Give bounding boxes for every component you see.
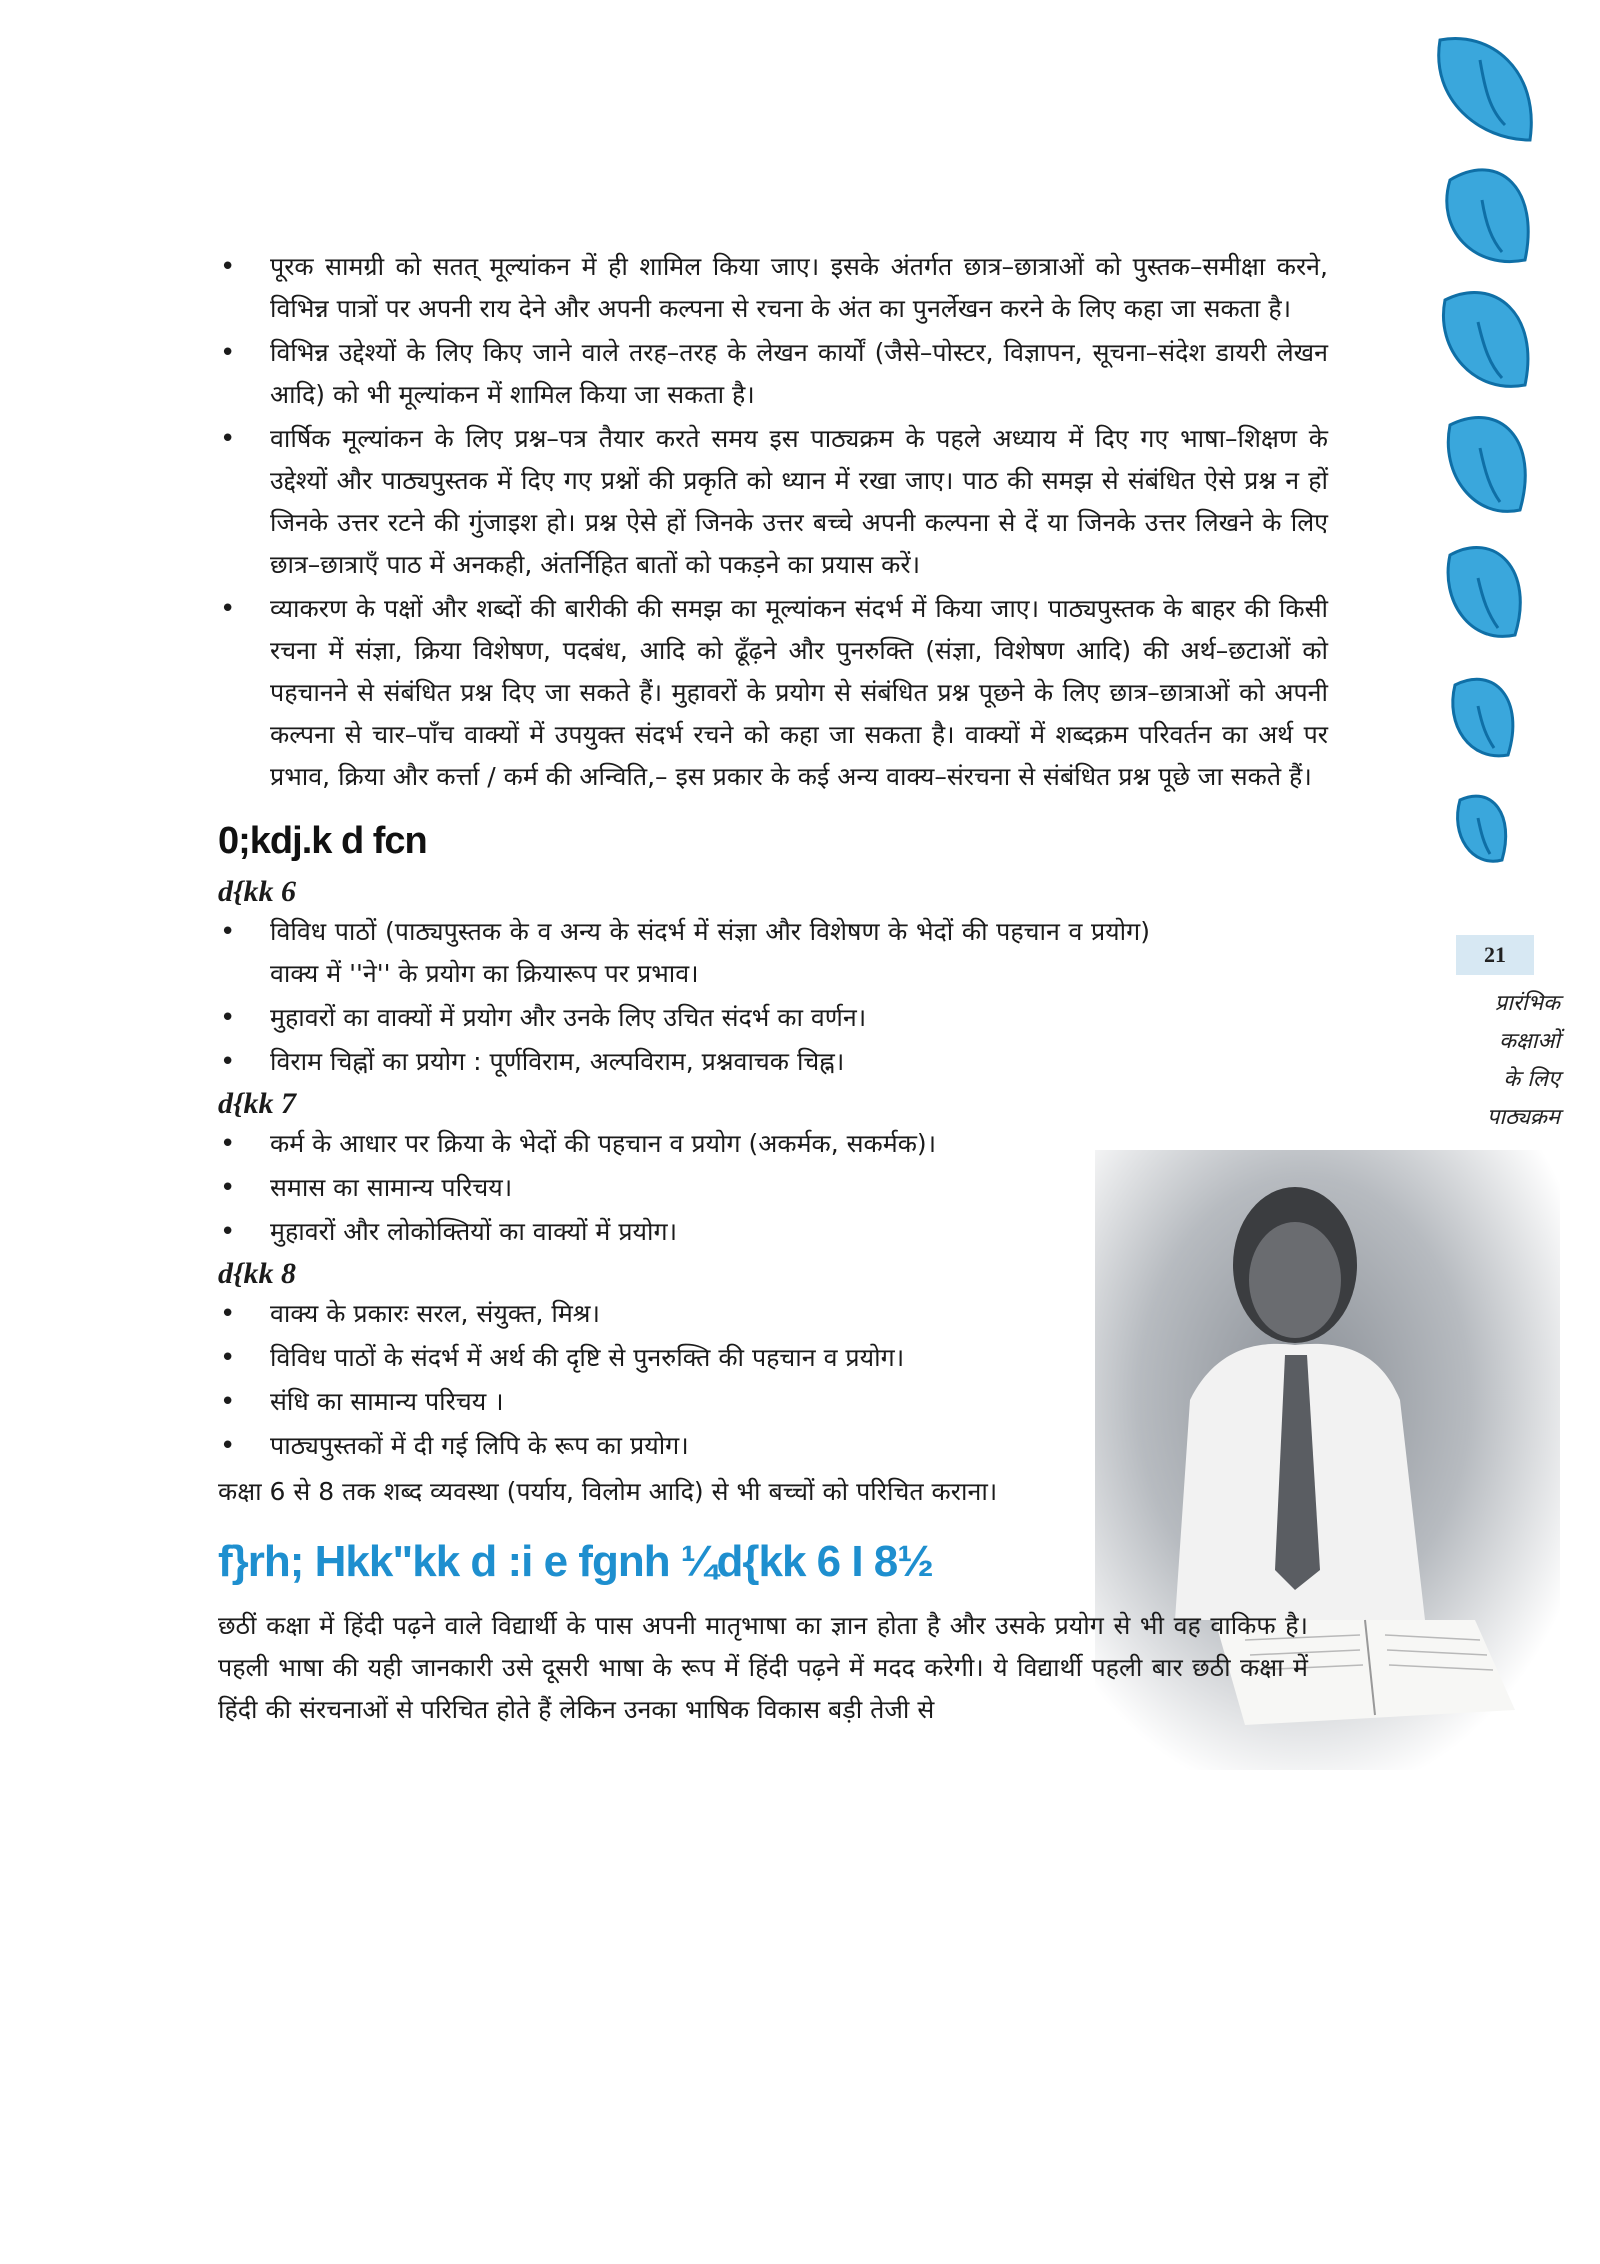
- list-item: • संधि का सामान्य परिचय ।: [220, 1387, 504, 1417]
- side-caption-line: के लिए: [1503, 1067, 1560, 1092]
- list-item: • मुहावरों और लोकोक्तियों का वाक्यों में प्रयोग।: [220, 1217, 678, 1247]
- side-caption: [1440, 985, 1560, 1137]
- main-content: [218, 246, 1328, 1731]
- list-item: • विराम चिह्नों का प्रयोग : पूर्णविराम, अल्पविराम, प्रश्नवाचक चिह्न।: [220, 1047, 845, 1077]
- leaf-icon: [1443, 293, 1527, 387]
- list-item: • वार्षिक मूल्यांकन के लिए प्रश्न–पत्र तैयार करते समय इस पाठ्यक्रम के पहले अध्याय में दिए गए भाषा–शिक्षण के उद्देश्यों और पाठ्यपुस्तक में दिए गए प्रश्नों की प्रकृति को ध्यान में रखा जाए। पाठ की समझ से संबंधित ऐसे प्रश्न न हों जिनके उत्तर रटने की गुंजाइश हो। प्रश्न ऐसे हों जिनके उत्तर बच्चे अपनी कल्पना से दें या जिनके उत्तर लिखने के लिए छात्र–छात्राएँ पाठ में अनकही, अंतर्निहित बातों को पकड़ने का प्रयास करें।: [220, 424, 1328, 579]
- class-7-list: [218, 1123, 1328, 1253]
- second-language-heading: f}rh; Hkk"kk d :i e fgnh ¼d{kk 6 I 8½: [218, 1537, 933, 1586]
- list-item: • विविध पाठों के संदर्भ में अर्थ की दृष्टि से पुनरुक्ति की पहचान व प्रयोग।: [220, 1343, 905, 1373]
- class-6-heading: d{kk 6: [218, 875, 296, 908]
- page-number: 21: [1456, 935, 1534, 975]
- class-7-heading: d{kk 7: [218, 1087, 296, 1120]
- list-item: • वाक्य के प्रकारः सरल, संयुक्त, मिश्र।: [220, 1299, 600, 1329]
- second-language-paragraph: छठीं कक्षा में हिंदी पढ़ने वाले विद्यार्थी के पास अपनी मातृभाषा का ज्ञान होता है और उसके प्रयोग से भी वह वाकिफ है। पहली भाषा की यही जानकारी उसे दूसरी भाषा के रूप में हिंदी पढ़ने में मदद करेगी। ये विद्यार्थी पहली बार छठी कक्षा में हिंदी की संरचनाओं से परिचित होते हैं लेकिन उनका भाषिक विकास बड़ी तेजी से: [218, 1611, 1308, 1724]
- leaf-icon: [1448, 418, 1525, 512]
- side-caption-line: कक्षाओं: [1499, 1029, 1560, 1054]
- list-item: • पाठ्यपुस्तकों में दी गई लिपि के रूप का प्रयोग।: [220, 1431, 689, 1461]
- list-item: • विविध पाठों (पाठ्यपुस्तक के व अन्य के संदर्भ में संज्ञा और विशेषण के भेदों की पहचान व प्रयोग) वाक्य में ''ने'' के प्रयोग का क्रियारूप पर प्रभाव।: [220, 917, 1150, 988]
- list-item: • समास का सामान्य परिचय।: [220, 1173, 513, 1203]
- list-item: • पूरक सामग्री को सतत् मूल्यांकन में ही शामिल किया जाए। इसके अंतर्गत छात्र–छात्राओं को पुस्तक–समीक्षा करने, विभिन्न पात्रों पर अपनी राय देने और अपनी कल्पना से रचना के अंत का पुनर्लेखन करने के लिए कहा जा सकता है।: [220, 252, 1328, 323]
- leaf-icon: [1447, 170, 1528, 262]
- evaluation-bullet-list: [218, 246, 1328, 798]
- list-item: • विभिन्न उद्देश्यों के लिए किए जाने वाले तरह–तरह के लेखन कार्यों (जैसे–पोस्टर, विज्ञापन, सूचना–संदेश डायरी लेखन आदि) को भी मूल्यांकन में शामिल किया जा सकता है।: [220, 338, 1328, 409]
- class-6-list: [218, 911, 1328, 1083]
- list-item: • कर्म के आधार पर क्रिया के भेदों की पहचान व प्रयोग (अकर्मक, सकर्मक)।: [220, 1129, 937, 1159]
- list-item: • मुहावरों का वाक्यों में प्रयोग और उनके लिए उचित संदर्भ का वर्णन।: [220, 1003, 867, 1033]
- class-8-heading: d{kk 8: [218, 1257, 296, 1290]
- side-caption-line: प्रारंभिक: [1494, 991, 1560, 1016]
- side-caption-line: पाठ्यक्रम: [1486, 1105, 1560, 1130]
- leaf-decoration: [1420, 30, 1550, 900]
- class-8-list: [218, 1293, 1328, 1467]
- leaf-icon: [1448, 547, 1520, 636]
- leaf-icon: [1453, 679, 1513, 756]
- grammar-heading: 0;kdj.k d fcn: [218, 820, 427, 862]
- classes-note: कक्षा 6 से 8 तक शब्द व्यवस्था (पर्याय, विलोम आदि) से भी बच्चों को परिचित कराना।: [218, 1477, 998, 1506]
- list-item: • व्याकरण के पक्षों और शब्दों की बारीकी की समझ का मूल्यांकन संदर्भ में किया जाए। पाठ्यपुस्तक के बाहर की किसी रचना में संज्ञा, क्रिया विशेषण, पदबंध, आदि को ढूँढ़ने और पुनरुक्ति (संज्ञा, विशेषण आदि) की अर्थ–छटाओं को पहचानने से संबंधित प्रश्न दिए जा सकते हैं। मुहावरों के प्रयोग से संबंधित प्रश्न पूछने के लिए छात्र–छात्राओं को अपनी कल्पना से चार–पाँच वाक्यों में उपयुक्त संदर्भ रचने को कहा जा सकता है। वाक्यों में शब्दक्रम परिवर्तन का अर्थ पर प्रभाव, क्रिया और कर्त्ता / कर्म की अन्विति,– इस प्रकार के कई अन्य वाक्य–संरचना से संबंधित प्रश्न पूछे जा सकते हैं।: [220, 594, 1328, 791]
